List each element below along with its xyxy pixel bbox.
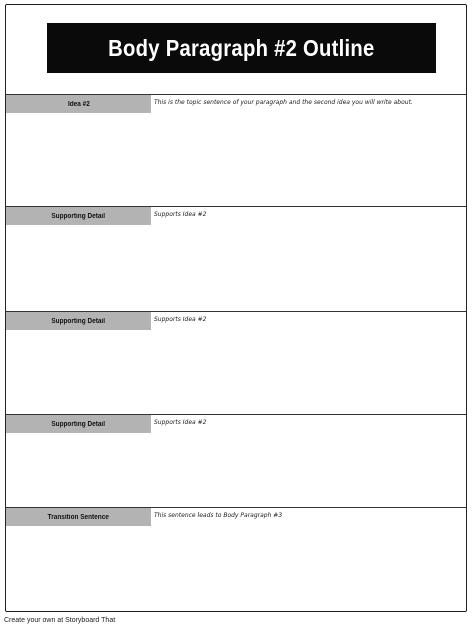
supporting-detail-label-1-text: Supporting Detail bbox=[51, 212, 106, 220]
supporting-detail-row-3 bbox=[6, 414, 466, 507]
supporting-detail-text-2[interactable]: Supports Idea #2 bbox=[154, 316, 207, 323]
supporting-detail-text-1[interactable]: Supports Idea #2 bbox=[154, 211, 207, 218]
transition-label-text: Transition Sentence bbox=[47, 513, 110, 521]
footer-credit[interactable]: Create your own at Storyboard That bbox=[4, 617, 116, 624]
supporting-detail-label-3 bbox=[6, 415, 151, 433]
title-banner bbox=[47, 23, 436, 73]
supporting-detail-row-1 bbox=[6, 206, 466, 311]
transition-row bbox=[6, 507, 466, 611]
transition-label bbox=[6, 508, 151, 526]
supporting-detail-text-3[interactable]: Supports Idea #2 bbox=[154, 419, 207, 426]
idea-row bbox=[6, 94, 466, 206]
supporting-detail-label-1 bbox=[6, 207, 151, 225]
idea-text[interactable]: This is the topic sentence of your paragraph and the second idea you will write about. bbox=[154, 99, 413, 106]
page-title: Body Paragraph #2 Outline bbox=[108, 34, 375, 61]
worksheet-page bbox=[5, 4, 467, 612]
idea-label bbox=[6, 95, 151, 113]
supporting-detail-label-2-text: Supporting Detail bbox=[51, 317, 106, 325]
transition-text[interactable]: This sentence leads to Body Paragraph #3 bbox=[154, 512, 283, 519]
supporting-detail-row-2 bbox=[6, 311, 466, 414]
supporting-detail-label-3-text: Supporting Detail bbox=[51, 420, 106, 428]
idea-label-text: Idea #2 bbox=[67, 100, 90, 108]
supporting-detail-label-2 bbox=[6, 312, 151, 330]
